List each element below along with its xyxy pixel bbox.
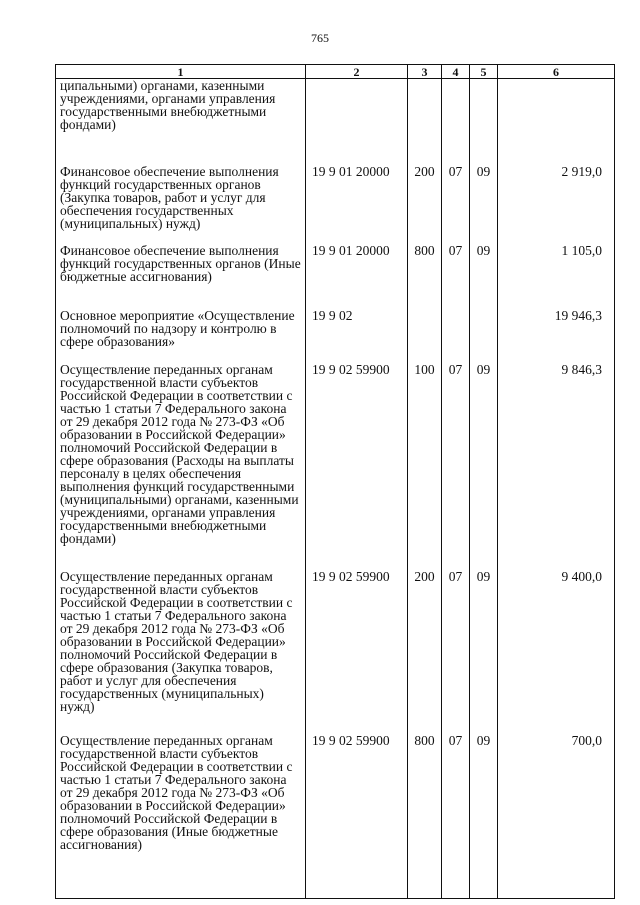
- row-amount: 2 919,0: [498, 165, 615, 244]
- row-description: Осуществление переданных органам государственной власти субъектов Российской Федерации в соответствии с частью 1 статьи 7 Федерального закона от 29 декабря 2012 года № 273-ФЗ «Об образовании в Российской Федерации» полномочий Российской Федерации в сфере образования (Иные бюджетные ассигнования): [56, 734, 306, 899]
- table-row: [56, 570, 615, 734]
- row-col5: 09: [470, 363, 498, 570]
- row-col3: 200: [408, 165, 442, 244]
- row-description: Финансовое обеспечение выполнения функций государственных органов (Иные бюджетные ассигнования): [56, 244, 306, 309]
- row-amount: 9 846,3: [498, 363, 615, 570]
- table-header-row: [56, 65, 615, 79]
- row-code: 19 9 02 59900: [306, 363, 408, 570]
- row-col4: 07: [442, 244, 470, 309]
- row-description: Основное мероприятие «Осуществление полномочий по надзору и контролю в сфере образования»: [56, 309, 306, 363]
- row-code: 19 9 02 59900: [306, 570, 408, 734]
- row-col4: [442, 309, 470, 363]
- row-description: Осуществление переданных органам государственной власти субъектов Российской Федерации в соответствии с частью 1 статьи 7 Федерального закона от 29 декабря 2012 года № 273-ФЗ «Об образовании в Российской Федерации» полномочий Российской Федерации в сфере образования (Расходы на выплаты персоналу в целях обеспечения выполнения функций государственными (муниципальными) органами, казенными учреждениями, органами управления государственными внебюджетными фондами): [56, 363, 306, 570]
- row-amount: 1 105,0: [498, 244, 615, 309]
- column-header: 1: [56, 65, 306, 79]
- row-col5: 09: [470, 244, 498, 309]
- row-col3: [408, 309, 442, 363]
- column-header: 3: [408, 65, 442, 79]
- page-number: 765: [311, 31, 329, 45]
- budget-table: [55, 64, 615, 899]
- row-amount: 19 946,3: [498, 309, 615, 363]
- row-amount: [498, 79, 615, 165]
- row-col4: 07: [442, 570, 470, 734]
- column-header: 2: [306, 65, 408, 79]
- column-header: 6: [498, 65, 615, 79]
- row-description: ципальными) органами, казенными учреждениями, органами управления государственными внебюджетными фондами): [56, 79, 306, 165]
- column-header: 4: [442, 65, 470, 79]
- row-col3: 200: [408, 570, 442, 734]
- table-row: [56, 734, 615, 899]
- row-col4: [442, 79, 470, 165]
- row-col3: 800: [408, 734, 442, 899]
- row-col4: 07: [442, 734, 470, 899]
- row-col5: [470, 309, 498, 363]
- row-amount: 9 400,0: [498, 570, 615, 734]
- row-col5: 09: [470, 734, 498, 899]
- table-row: [56, 165, 615, 244]
- row-col5: 09: [470, 570, 498, 734]
- table-row: [56, 363, 615, 570]
- row-code: 19 9 02 59900: [306, 734, 408, 899]
- table-row: [56, 309, 615, 363]
- row-code: 19 9 01 20000: [306, 244, 408, 309]
- row-code: 19 9 02: [306, 309, 408, 363]
- row-col3: 800: [408, 244, 442, 309]
- row-code: [306, 79, 408, 165]
- row-amount: 700,0: [498, 734, 615, 899]
- row-col5: 09: [470, 165, 498, 244]
- row-col4: 07: [442, 363, 470, 570]
- row-code: 19 9 01 20000: [306, 165, 408, 244]
- row-col4: 07: [442, 165, 470, 244]
- row-description: Финансовое обеспечение выполнения функций государственных органов (Закупка товаров, работ и услуг для обеспечения государственных (муниципальных) нужд): [56, 165, 306, 244]
- row-col5: [470, 79, 498, 165]
- row-col3: 100: [408, 363, 442, 570]
- row-col3: [408, 79, 442, 165]
- table-row: [56, 79, 615, 165]
- table-row: [56, 244, 615, 309]
- row-description: Осуществление переданных органам государственной власти субъектов Российской Федерации в соответствии с частью 1 статьи 7 Федерального закона от 29 декабря 2012 года № 273-ФЗ «Об образовании в Российской Федерации» полномочий Российской Федерации в сфере образования (Закупка товаров, работ и услуг для обеспечения государственных (муниципальных) нужд): [56, 570, 306, 734]
- column-header: 5: [470, 65, 498, 79]
